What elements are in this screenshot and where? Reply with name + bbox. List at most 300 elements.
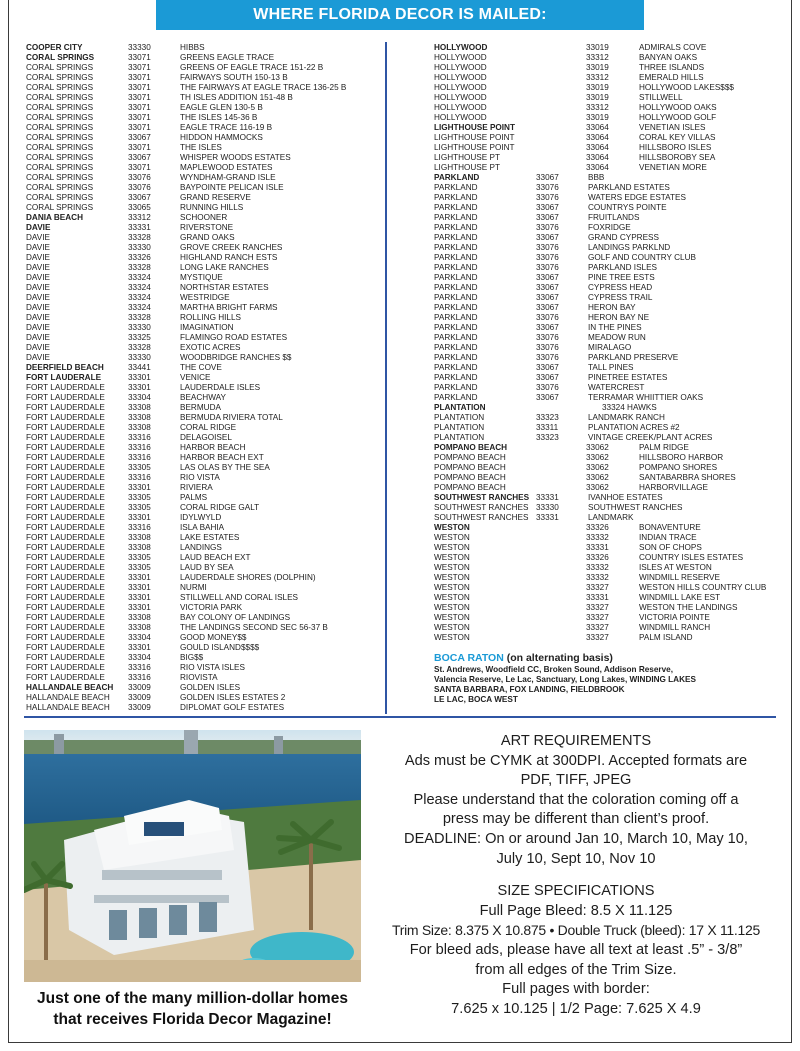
area-name: BERMUDA: [180, 403, 221, 412]
list-item: [434, 303, 784, 313]
zip-code: 33328: [128, 233, 151, 242]
art-line: DEADLINE: On or around Jan 10, March 10, May 10,: [404, 830, 748, 847]
zip-code: 33301: [128, 643, 151, 652]
city-name: DAVIE: [26, 303, 50, 312]
zip-code: 33064: [586, 163, 609, 172]
zip-code: 33304: [128, 393, 151, 402]
city-name: DAVIE: [26, 283, 50, 292]
list-item: [434, 393, 784, 403]
zip-code: 33019: [586, 63, 609, 72]
city-name: DEERFIELD BEACH: [26, 363, 104, 372]
zip-code: 33065: [128, 203, 151, 212]
list-item: [434, 623, 784, 633]
area-name: VENETIAN MORE: [639, 163, 707, 172]
list-item: [26, 523, 382, 533]
area-name: HARBOR BEACH: [180, 443, 246, 452]
boca-line: Valencia Reserve, Le Lac, Sanctuary, Long Lakes, WINDING LAKES: [434, 675, 696, 684]
list-item: [434, 213, 784, 223]
zip-code: 33330: [128, 353, 151, 362]
city-name: PARKLAND: [434, 343, 478, 352]
area-name: WINDMILL RANCH: [639, 623, 711, 632]
area-name: RIOVISTA: [180, 673, 218, 682]
list-item: [26, 193, 382, 203]
list-item: [26, 173, 382, 183]
city-name: PLANTATION: [434, 423, 485, 432]
list-item: [26, 453, 382, 463]
list-item: [434, 153, 784, 163]
area-name: DIPLOMAT GOLF ESTATES: [180, 703, 285, 712]
city-name: FORT LAUDERDALE: [26, 673, 105, 682]
caption-line: Just one of the many million-dollar homes: [37, 990, 348, 1007]
area-name: EXOTIC ACRES: [180, 343, 241, 352]
area-name: THE FAIRWAYS AT EAGLE TRACE 136-25 B: [180, 83, 347, 92]
zip-code: 33009: [128, 703, 151, 712]
area-name: MYSTIQUE: [180, 273, 223, 282]
list-item: [434, 323, 784, 333]
list-item: [434, 203, 784, 213]
area-name: FAIRWAYS SOUTH 150-13 B: [180, 73, 288, 82]
mansion-photo: [24, 730, 361, 982]
area-name: MARTHA BRIGHT FARMS: [180, 303, 278, 312]
zip-code: 33076: [536, 333, 559, 342]
zip-code: 33071: [128, 63, 151, 72]
city-name: FORT LAUDERDALE: [26, 473, 105, 482]
area-name: HERON BAY NE: [588, 313, 650, 322]
city-name: LIGHTHOUSE POINT: [434, 123, 515, 132]
list-item: [26, 583, 382, 593]
city-name: FORT LAUDERDALE: [26, 623, 105, 632]
area-name: HOLLYWOOD GOLF: [639, 113, 717, 122]
list-item: [434, 83, 784, 93]
left-mailing-list: [26, 43, 382, 713]
list-item: [26, 443, 382, 453]
list-item: [26, 143, 382, 153]
zip-code: 33064: [586, 123, 609, 132]
zip-code: 33076: [536, 223, 559, 232]
list-item: [434, 493, 784, 503]
city-name: CORAL SPRINGS: [26, 133, 94, 142]
city-name: HOLLYWOOD: [434, 113, 487, 122]
zip-code: 33071: [128, 93, 151, 102]
city-name: PARKLAND: [434, 263, 478, 272]
city-name: PARKLAND: [434, 373, 478, 382]
list-item: [434, 523, 784, 533]
zip-code: 33316: [128, 433, 151, 442]
zip-code: 33441: [128, 363, 151, 372]
area-name: WESTON THE LANDINGS: [639, 603, 738, 612]
zip-code: 33327: [586, 613, 609, 622]
city-name: FORT LAUDERDALE: [26, 383, 105, 392]
area-name: VENETIAN ISLES: [639, 123, 706, 132]
list-item: [26, 93, 382, 103]
city-name: CORAL SPRINGS: [26, 73, 94, 82]
area-name: BONAVENTURE: [639, 523, 701, 532]
ad-specifications: [372, 732, 780, 1019]
city-name: FORT LAUDERDALE: [26, 413, 105, 422]
city-name: PARKLAND: [434, 273, 478, 282]
list-item: [434, 123, 784, 133]
list-item: [434, 43, 784, 53]
zip-code: 33316: [128, 673, 151, 682]
list-item: [26, 233, 382, 243]
section-divider: [24, 716, 776, 718]
list-item: [26, 113, 382, 123]
list-item: [26, 223, 382, 233]
list-item: [434, 313, 784, 323]
area-name: ISLA BAHIA: [180, 523, 225, 532]
area-name: CYPRESS TRAIL: [588, 293, 653, 302]
list-item: [434, 243, 784, 253]
city-name: POMPANO BEACH: [434, 443, 508, 452]
area-name: ADMIRALS COVE: [639, 43, 707, 52]
city-name: HALLANDALE BEACH: [26, 703, 110, 712]
list-item: [26, 303, 382, 313]
area-name: BIG$$: [180, 653, 204, 662]
area-name: LONG LAKE RANCHES: [180, 263, 269, 272]
area-name: SON OF CHOPS: [639, 543, 702, 552]
list-item: [26, 243, 382, 253]
zip-code: 33009: [128, 683, 151, 692]
city-name: PARKLAND: [434, 303, 478, 312]
city-name: WESTON: [434, 633, 470, 642]
city-name: CORAL SPRINGS: [26, 123, 94, 132]
area-name: TALL PINES: [588, 363, 634, 372]
area-name: HOLLYWOOD OAKS: [639, 103, 717, 112]
zip-code: 33067: [536, 273, 559, 282]
area-name: VICTORIA PARK: [180, 603, 243, 612]
area-name: GOLDEN ISLES ESTATES 2: [180, 693, 286, 702]
area-name: BAY COLONY OF LANDINGS: [180, 613, 291, 622]
list-item: [26, 673, 382, 683]
area-name: MEADOW RUN: [588, 333, 646, 342]
area-name: HILLSBORO ISLES: [639, 143, 712, 152]
list-item: [26, 103, 382, 113]
list-item: [26, 403, 382, 413]
size-line: For bleed ads, please have all text at least .5” - 3/8”: [409, 941, 743, 958]
zip-code: 33316: [128, 663, 151, 672]
city-name: PARKLAND: [434, 203, 478, 212]
zip-code: 33067: [536, 233, 559, 242]
zip-code: 33312: [128, 213, 151, 222]
list-item: [434, 463, 784, 473]
list-item: [26, 203, 382, 213]
city-name: FORT LAUDERDALE: [26, 433, 105, 442]
area-name: SCHOONER: [180, 213, 228, 222]
city-name: CORAL SPRINGS: [26, 153, 94, 162]
area-name: WINDMILL RESERVE: [639, 573, 720, 582]
zip-code: 33067: [536, 293, 559, 302]
art-line: Ads must be CYMK at 300DPI. Accepted formats are: [404, 752, 748, 769]
zip-code: 33009: [128, 693, 151, 702]
area-name: COUNTRY ISLES ESTATES: [639, 553, 744, 562]
area-name: LAUDERDALE ISLES: [180, 383, 261, 392]
area-name: RIVERSTONE: [180, 223, 234, 232]
city-name: CORAL SPRINGS: [26, 193, 94, 202]
city-name: FORT LAUDERALE: [26, 373, 102, 382]
list-item: [434, 263, 784, 273]
list-item: [26, 393, 382, 403]
list-item: [26, 43, 382, 53]
city-name: PARKLAND: [434, 283, 478, 292]
area-name: LAS OLAS BY THE SEA: [180, 463, 270, 472]
area-name: PALM ISLAND: [639, 633, 693, 642]
city-name: FORT LAUDERDALE: [26, 423, 105, 432]
list-item: [26, 163, 382, 173]
city-name: PARKLAND: [434, 393, 478, 402]
photo-caption: [16, 988, 369, 1030]
zip-code: 33062: [586, 473, 609, 482]
area-name: FOXRIDGE: [588, 223, 631, 232]
city-name: PARKLAND: [434, 183, 478, 192]
list-item: [26, 293, 382, 303]
list-item: [26, 553, 382, 563]
city-name: DAVIE: [26, 223, 51, 232]
city-name: SOUTHWEST RANCHES: [434, 493, 530, 502]
zip-code: 33304: [128, 653, 151, 662]
zip-code: 33324: [128, 303, 151, 312]
area-name: SANTABARBRA SHORES: [639, 473, 736, 482]
area-name: HARBORVILLAGE: [639, 483, 709, 492]
city-name: FORT LAUDERDALE: [26, 513, 105, 522]
zip-code: 33308: [128, 623, 151, 632]
list-item: [26, 653, 382, 663]
city-name: HALLANDALE BEACH: [26, 693, 110, 702]
zip-code: 33019: [586, 43, 609, 52]
list-item: [434, 383, 784, 393]
city-name: DAVIE: [26, 293, 50, 302]
list-item: [26, 253, 382, 263]
area-name: CORAL RIDGE GALT: [180, 503, 260, 512]
area-name: CYPRESS HEAD: [588, 283, 653, 292]
city-name: FORT LAUDERDALE: [26, 643, 105, 652]
area-name: GOULD ISLAND$$$$: [180, 643, 260, 652]
list-item: [26, 703, 382, 713]
zip-code: 33067: [536, 173, 559, 182]
city-name: POMPANO BEACH: [434, 463, 506, 472]
area-name: GOOD MONEY$$: [180, 633, 247, 642]
list-item: [434, 423, 784, 433]
area-name: BBB: [588, 173, 605, 182]
list-item: [26, 473, 382, 483]
zip-code: 33326: [586, 523, 609, 532]
city-name: FORT LAUDERDALE: [26, 543, 105, 552]
city-name: PARKLAND: [434, 313, 478, 322]
city-name: PARKLAND: [434, 253, 478, 262]
zip-code: 33067: [128, 133, 151, 142]
city-name: HOLLYWOOD: [434, 73, 487, 82]
city-name: PARKLAND: [434, 233, 478, 242]
city-name: FORT LAUDERDALE: [26, 503, 105, 512]
list-item: [26, 133, 382, 143]
city-name: CORAL SPRINGS: [26, 173, 94, 182]
boca-line: SANTA BARBARA, FOX LANDING, FIELDBROOK: [434, 685, 625, 694]
area-name: 33324 HAWKS: [602, 403, 657, 412]
zip-code: 33328: [128, 263, 151, 272]
zip-code: 33316: [128, 523, 151, 532]
zip-code: 33308: [128, 413, 151, 422]
city-name: POMPANO BEACH: [434, 483, 506, 492]
area-name: PARKLAND ISLES: [588, 263, 658, 272]
list-item: [26, 543, 382, 553]
zip-code: 33331: [536, 513, 559, 522]
city-name: COOPER CITY: [26, 43, 83, 52]
list-item: [434, 133, 784, 143]
zip-code: 33324: [128, 283, 151, 292]
zip-code: 33076: [128, 183, 151, 192]
city-name: WESTON: [434, 623, 470, 632]
city-name: FORT LAUDERDALE: [26, 463, 105, 472]
area-name: LAUD BY SEA: [180, 563, 234, 572]
zip-code: 33076: [536, 313, 559, 322]
city-name: DAVIE: [26, 263, 50, 272]
list-item: [26, 413, 382, 423]
area-name: STILLWELL AND CORAL ISLES: [180, 593, 299, 602]
zip-code: 33071: [128, 163, 151, 172]
area-name: HOLLYWOOD LAKES$$$: [639, 83, 734, 92]
city-name: WESTON: [434, 553, 470, 562]
area-name: PALM RIDGE: [639, 443, 689, 452]
zip-code: 33067: [536, 283, 559, 292]
zip-code: 33332: [586, 533, 609, 542]
area-name: HIDDON HAMMOCKS: [180, 133, 263, 142]
city-name: PARKLAND: [434, 243, 478, 252]
city-name: FORT LAUDERDALE: [26, 523, 105, 532]
area-name: LAUD BEACH EXT: [180, 553, 251, 562]
list-item: [434, 583, 784, 593]
list-item: [434, 113, 784, 123]
area-name: TH ISLES ADDITION 151-48 B: [180, 93, 293, 102]
city-name: DAVIE: [26, 353, 50, 362]
list-item: [434, 513, 784, 523]
city-name: DAVIE: [26, 343, 50, 352]
area-name: GREENS OF EAGLE TRACE 151-22 B: [180, 63, 324, 72]
list-item: [434, 413, 784, 423]
area-name: GRAND RESERVE: [180, 193, 251, 202]
city-name: POMPANO BEACH: [434, 453, 506, 462]
area-name: PALMS: [180, 493, 208, 502]
city-name: PARKLAND: [434, 363, 478, 372]
zip-code: 33305: [128, 493, 151, 502]
zip-code: 33312: [586, 53, 609, 62]
area-name: IVANHOE ESTATES: [588, 493, 663, 502]
column-divider: [385, 42, 387, 714]
size-line: from all edges of the Trim Size.: [475, 961, 677, 978]
zip-code: 33067: [536, 213, 559, 222]
zip-code: 33331: [128, 223, 151, 232]
city-name: PARKLAND: [434, 173, 480, 182]
size-line: Full pages with border:: [502, 981, 650, 998]
zip-code: 33067: [536, 373, 559, 382]
area-name: POMPANO SHORES: [639, 463, 718, 472]
list-item: [26, 333, 382, 343]
area-name: THE LANDINGS SECOND SEC 56-37 B: [180, 623, 328, 632]
zip-code: 33062: [586, 483, 609, 492]
city-name: WESTON: [434, 563, 470, 572]
area-name: WATERS EDGE ESTATES: [588, 193, 686, 202]
zip-code: 33076: [536, 263, 559, 272]
city-name: DAVIE: [26, 233, 50, 242]
list-item: [434, 283, 784, 293]
list-item: [434, 453, 784, 463]
city-name: LIGHTHOUSE PT: [434, 163, 500, 172]
boca-line: LE LAC, BOCA WEST: [434, 695, 518, 704]
area-name: THREE ISLANDS: [639, 63, 705, 72]
zip-code: 33071: [128, 53, 151, 62]
zip-code: 33301: [128, 373, 151, 382]
list-item: [434, 53, 784, 63]
city-name: WESTON: [434, 603, 470, 612]
city-name: LIGHTHOUSE POINT: [434, 143, 515, 152]
list-item: [26, 83, 382, 93]
zip-code: 33076: [536, 383, 559, 392]
city-name: CORAL SPRINGS: [26, 63, 94, 72]
city-name: DAVIE: [26, 313, 50, 322]
city-name: SOUTHWEST RANCHES: [434, 503, 529, 512]
list-item: [26, 53, 382, 63]
city-name: FORT LAUDERDALE: [26, 593, 105, 602]
city-name: PARKLAND: [434, 333, 478, 342]
list-item: [434, 533, 784, 543]
list-item: [434, 433, 784, 443]
area-name: FLAMINGO ROAD ESTATES: [180, 333, 288, 342]
area-name: LANDMARK: [588, 513, 634, 522]
zip-code: 33327: [586, 633, 609, 642]
city-name: PARKLAND: [434, 193, 478, 202]
zip-code: 33062: [586, 443, 609, 452]
zip-code: 33304: [128, 633, 151, 642]
area-name: HIGHLAND RANCH ESTS: [180, 253, 278, 262]
list-item: [434, 63, 784, 73]
area-name: WINDMILL LAKE EST: [639, 593, 721, 602]
zip-code: 33330: [536, 503, 559, 512]
city-name: PLANTATION: [434, 413, 485, 422]
list-item: [26, 183, 382, 193]
list-item: [434, 223, 784, 233]
area-name: PARKLAND ESTATES: [588, 183, 670, 192]
city-name: FORT LAUDERDALE: [26, 653, 105, 662]
zip-code: 33331: [536, 493, 559, 502]
zip-code: 33324: [128, 273, 151, 282]
list-item: [434, 103, 784, 113]
area-name: RIVIERA: [180, 483, 213, 492]
boca-note: (on alternating basis): [503, 652, 613, 664]
area-name: CORAL KEY VILLAS: [639, 133, 716, 142]
list-item: [434, 143, 784, 153]
zip-code: 33071: [128, 83, 151, 92]
city-name: WESTON: [434, 573, 470, 582]
list-item: [434, 343, 784, 353]
city-name: FORT LAUDERDALE: [26, 443, 105, 452]
city-name: LIGHTHOUSE PT: [434, 153, 500, 162]
list-item: [26, 373, 382, 383]
zip-code: 33067: [128, 153, 151, 162]
zip-code: 33067: [536, 323, 559, 332]
area-name: EAGLE TRACE 116-19 B: [180, 123, 273, 132]
list-item: [434, 483, 784, 493]
city-name: HOLLYWOOD: [434, 93, 487, 102]
area-name: THE COVE: [180, 363, 222, 372]
boca-title: [434, 652, 774, 665]
zip-code: 33305: [128, 463, 151, 472]
list-item: [26, 213, 382, 223]
city-name: WESTON: [434, 533, 470, 542]
city-name: PARKLAND: [434, 323, 478, 332]
list-item: [434, 593, 784, 603]
list-item: [434, 293, 784, 303]
city-name: WESTON: [434, 543, 470, 552]
list-item: [26, 593, 382, 603]
city-name: SOUTHWEST RANCHES: [434, 513, 529, 522]
